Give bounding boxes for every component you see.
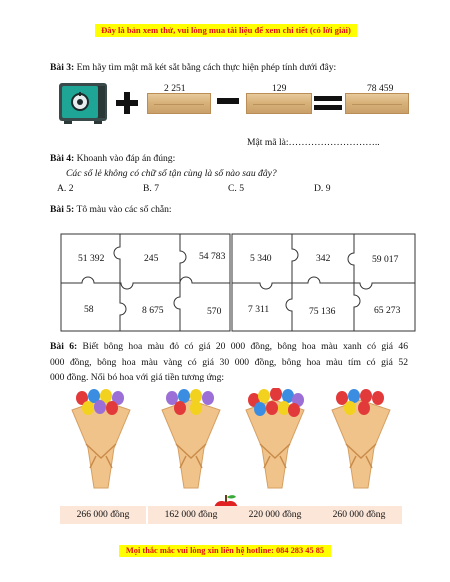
- puzzle-number[interactable]: 65 273: [374, 305, 401, 316]
- puzzle-number[interactable]: 342: [316, 253, 331, 264]
- number-78459: 78 459: [367, 83, 394, 94]
- bai5-text: Tô màu vào các số chẵn:: [76, 204, 172, 215]
- puzzle-grids: [60, 233, 416, 333]
- option-b[interactable]: B. 7: [143, 183, 159, 194]
- bai6-paragraph: [50, 339, 408, 386]
- wood-plank-1: [147, 93, 211, 114]
- password-answer-line: Mật mã là:………………………..: [247, 137, 380, 148]
- bouquet-2: [162, 389, 220, 488]
- bai4-heading: [50, 152, 175, 165]
- puzzle-number[interactable]: 54 783: [199, 251, 226, 262]
- equals-icon: [314, 94, 342, 112]
- bai6-line1: Biết bông hoa màu đỏ có giá 20 000 đồng, bông hoa màu xanh có giá 46: [82, 341, 408, 352]
- bai3-heading: [50, 61, 336, 74]
- safe-icon: [58, 82, 108, 124]
- puzzle-number[interactable]: 59 017: [372, 254, 399, 265]
- bai4-question: Các số lẻ không có chữ số tận cùng là số nào sau đây?: [66, 168, 277, 179]
- number-2251: 2 251: [164, 83, 186, 94]
- minus-icon: [217, 96, 239, 106]
- bouquet-4: [332, 389, 390, 488]
- bai4-label: Bài 4:: [50, 153, 75, 164]
- hotline-footer: Mọi thắc mắc vui lòng xin liên hệ hotline: 084 283 45 85: [119, 545, 331, 557]
- wood-plank-3: [345, 93, 409, 114]
- bai3-label: Bài 3:: [50, 62, 75, 73]
- preview-banner: Đây là bản xem thử, vui lòng mua tài liệu để xem chi tiết (có lời giải): [95, 24, 357, 37]
- bai6-label: Bài 6:: [50, 341, 78, 352]
- puzzle-number[interactable]: 245: [144, 253, 159, 264]
- option-a[interactable]: A. 2: [57, 183, 74, 194]
- puzzle-number[interactable]: 570: [207, 306, 222, 317]
- puzzle-number[interactable]: 51 392: [78, 253, 105, 264]
- puzzle-number[interactable]: 75 136: [309, 306, 336, 317]
- bai5-heading: [50, 203, 172, 216]
- bouquet-3: [246, 388, 304, 488]
- bai6-line2: 000 đồng, bông hoa màu vàng có giá 30 000 đồng, bông hoa màu tím có giá 52: [50, 356, 408, 368]
- bai3-text: Em hãy tìm mật mã két sắt bằng cách thực hiện phép tính dưới đây:: [76, 62, 337, 73]
- option-c[interactable]: C. 5: [228, 183, 244, 194]
- price-box-4[interactable]: 260 000 đồng: [316, 506, 402, 524]
- number-129: 129: [272, 83, 287, 94]
- bai5-label: Bài 5:: [50, 204, 75, 215]
- price-box-3[interactable]: 220 000 đồng: [232, 506, 318, 524]
- bouquet-1: [72, 389, 130, 488]
- wood-plank-2: [246, 93, 312, 114]
- puzzle-number[interactable]: 7 311: [248, 304, 270, 315]
- price-box-1[interactable]: 266 000 đồng: [60, 506, 146, 524]
- puzzle-number[interactable]: 5 340: [250, 253, 272, 264]
- puzzle-number[interactable]: 8 675: [142, 305, 164, 316]
- bai6-line3: 000 đồng. Nối bó hoa với giá tiền tương ứng:: [50, 372, 225, 383]
- bouquets: [70, 388, 410, 498]
- price-box-2[interactable]: 162 000 đồng: [148, 506, 234, 524]
- puzzle-number[interactable]: 58: [84, 304, 94, 315]
- plus-icon: [116, 92, 138, 114]
- bai4-text: Khoanh vào đáp án đúng:: [76, 153, 176, 164]
- option-d[interactable]: D. 9: [314, 183, 331, 194]
